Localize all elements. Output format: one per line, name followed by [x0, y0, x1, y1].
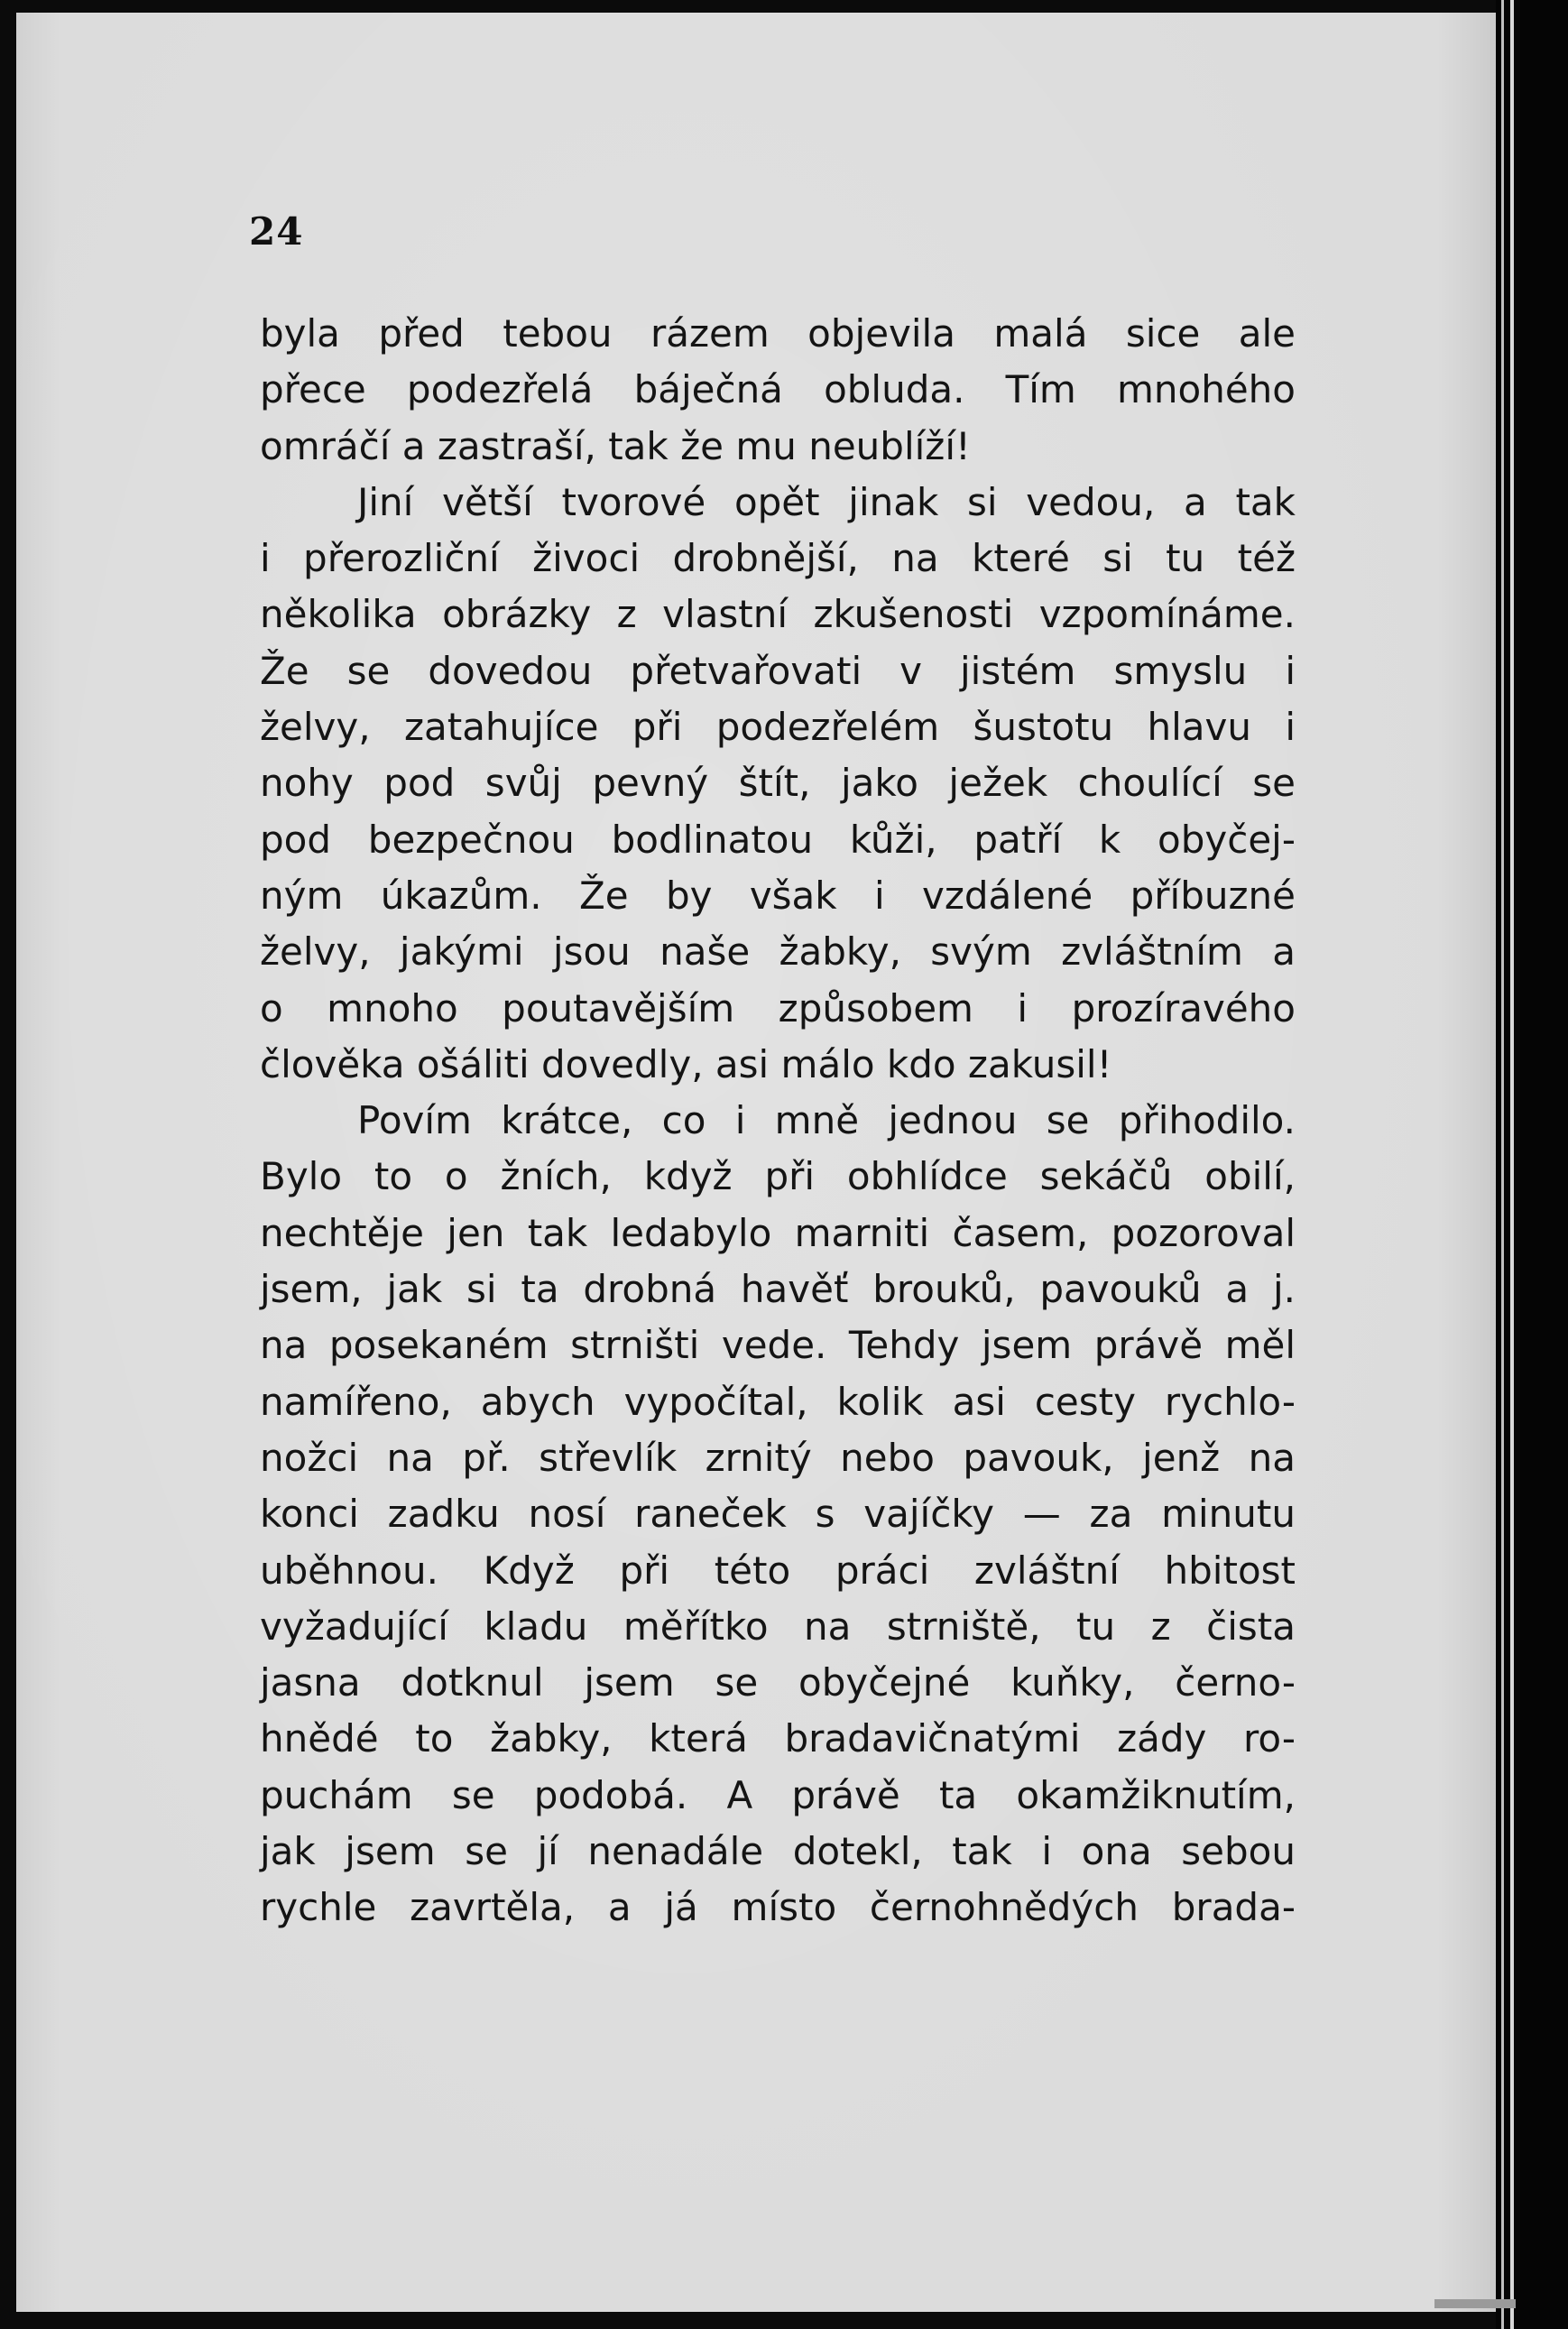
text-line: přece podezřelá báječná obluda. Tím mnohého — [260, 367, 1296, 412]
page-edge-line — [1501, 0, 1504, 2329]
page-edge-line — [1510, 0, 1514, 2329]
paper-sheet — [16, 13, 1496, 2312]
text-line: člověka ošáliti dovedly, asi málo kdo zakusil! — [260, 1041, 1112, 1086]
text-line: o mnoho poutavějším způsobem i prozíravého — [260, 985, 1296, 1030]
text-line: ným úkazům. Že by však i vzdálené příbuzné — [260, 873, 1296, 918]
text-line: Že se dovedou přetvařovati v jistém smyslu i — [260, 648, 1296, 693]
text-line: hnědé to žabky, která bradavičnatými zády ro- — [260, 1716, 1296, 1761]
text-line: jasna dotknul jsem se obyčejné kuňky, černo- — [260, 1660, 1296, 1705]
text-line: nožci na př. střevlík zrnitý nebo pavouk, jenž na — [260, 1435, 1296, 1480]
text-line: byla před tebou rázem objevila malá sice ale — [260, 311, 1296, 356]
text-line: několika obrázky z vlastní zkušenosti vzpomínáme. — [260, 592, 1296, 637]
text-line: Jiní větší tvorové opět jinak si vedou, a tak — [357, 479, 1296, 524]
text-line: i přerozliční živoci drobnější, na které si tu též — [260, 536, 1296, 581]
text-line: želvy, zatahujíce při podezřelém šustotu hlavu i — [260, 705, 1296, 750]
text-line: jsem, jak si ta drobná havěť brouků, pavouků a j. — [260, 1267, 1296, 1312]
text-line: nechtěje jen tak ledabylo marniti časem, pozoroval — [260, 1210, 1296, 1255]
scan-border — [1496, 0, 1568, 2329]
text-line: jak jsem se jí nenadále dotekl, tak i ona sebou — [260, 1829, 1296, 1874]
text-line: namířeno, abych vypočítal, kolik asi cesty rychlo- — [260, 1379, 1296, 1424]
body-text — [260, 306, 1296, 1936]
text-line: konci zadku nosí raneček s vajíčky — za minutu — [260, 1492, 1296, 1537]
text-line: na posekaném strništi vede. Tehdy jsem právě měl — [260, 1323, 1296, 1368]
text-line: puchám se podobá. A právě ta okamžiknutím, — [260, 1772, 1296, 1817]
text-line: omráčí a zastraší, tak že mu neublíží! — [260, 423, 971, 468]
text-line: uběhnou. Když při této práci zvláštní hbitost — [260, 1548, 1296, 1593]
page-fold-shadow — [1434, 2299, 1516, 2308]
text-line: Bylo to o žních, když při obhlídce sekáčů obilí, — [260, 1154, 1296, 1199]
text-line: rychle zavrtěla, a já místo černohnědých brada- — [260, 1885, 1296, 1930]
text-line: vyžadující kladu měřítko na strniště, tu z čista — [260, 1603, 1296, 1649]
text-line: želvy, jakými jsou naše žabky, svým zvláštním a — [260, 929, 1296, 975]
text-line: Povím krátce, co i mně jednou se přihodilo. — [357, 1098, 1296, 1143]
text-line: nohy pod svůj pevný štít, jako ježek choulící se — [260, 761, 1296, 806]
page-number: 24 — [249, 209, 304, 254]
text-line: pod bezpečnou bodlinatou kůži, patří k obyčej- — [260, 817, 1296, 862]
